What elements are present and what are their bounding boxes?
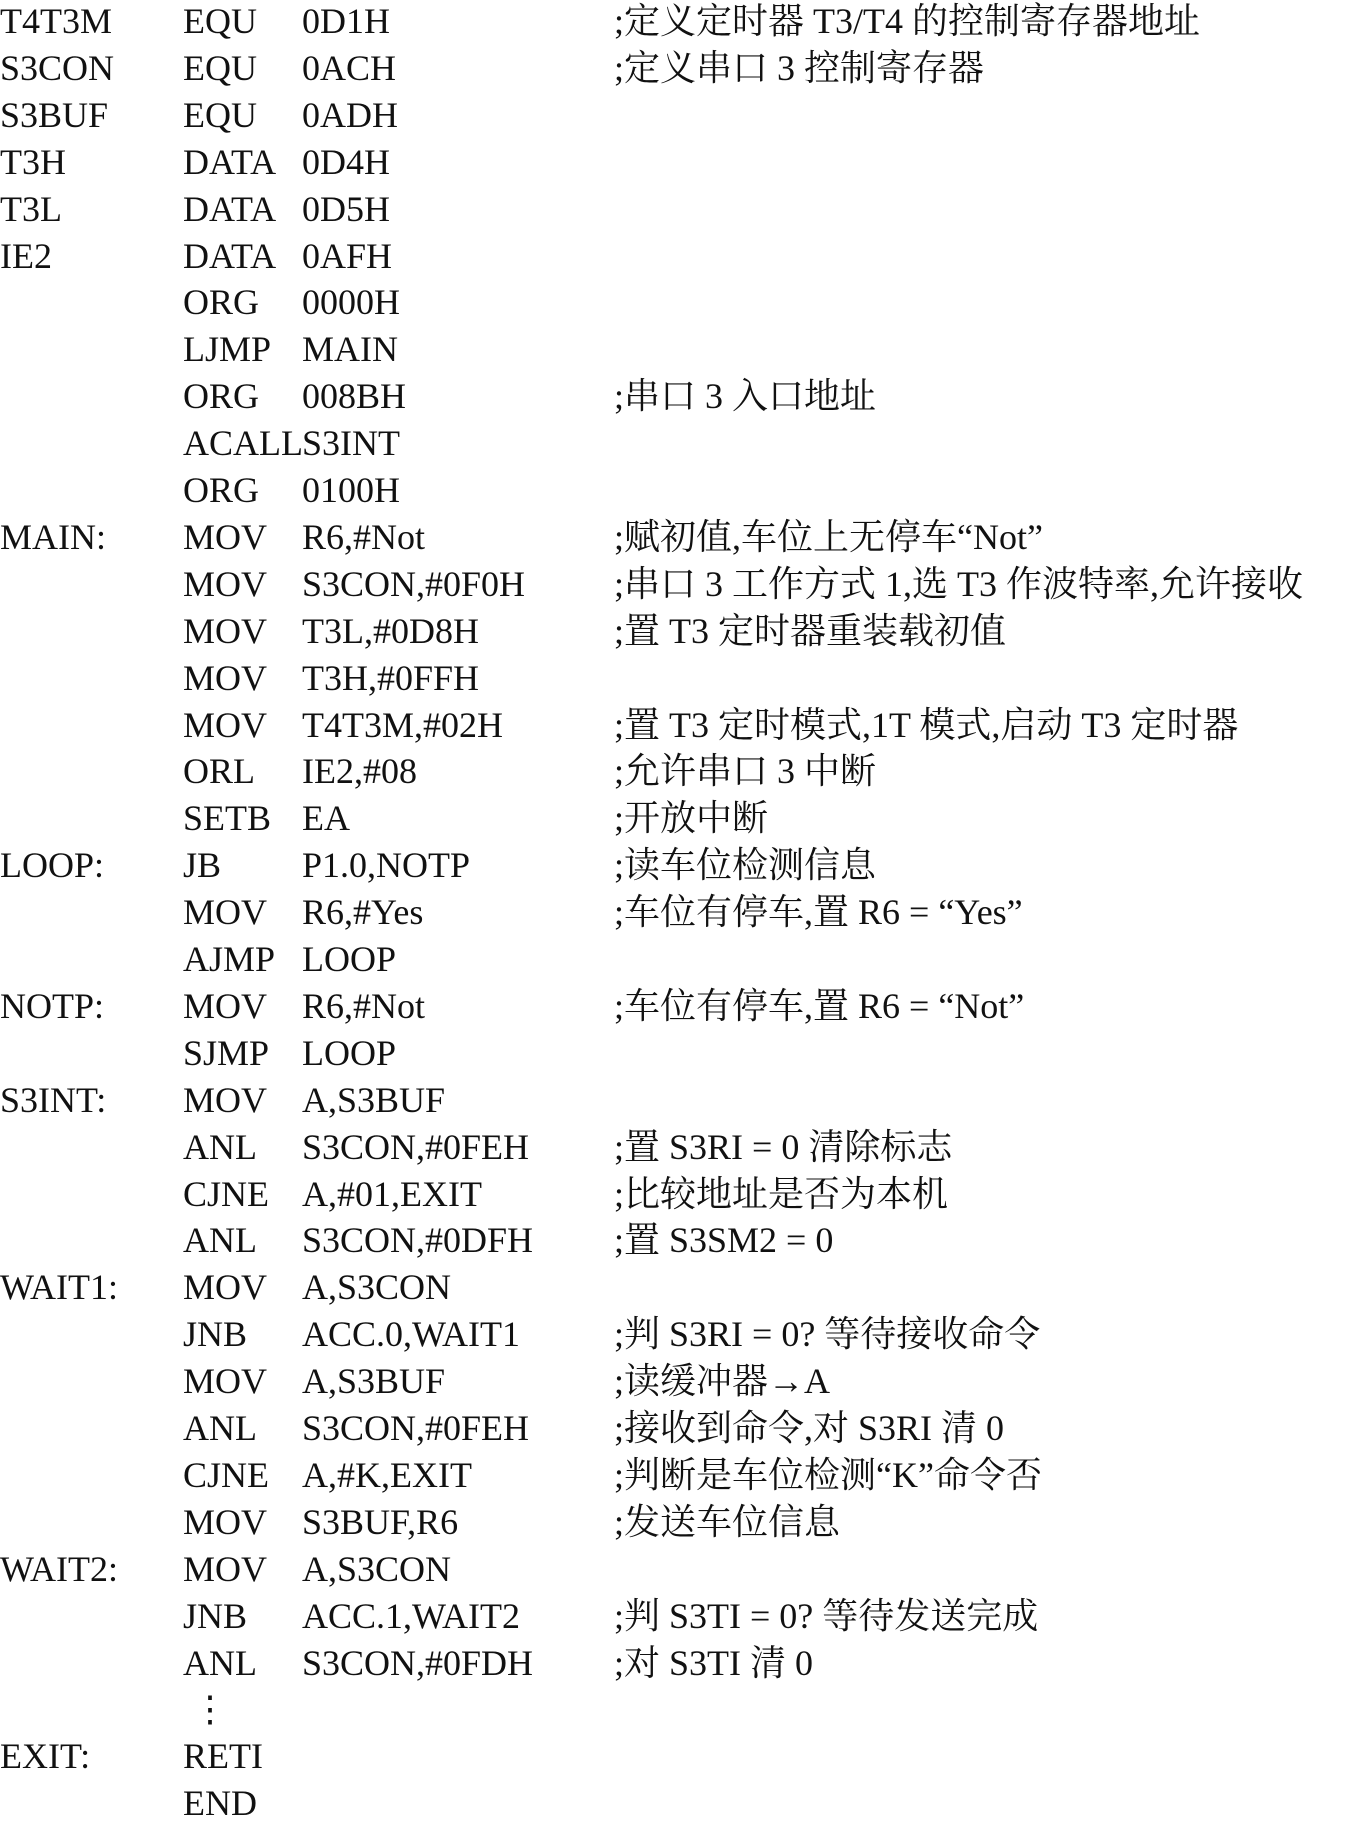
- code-line: [0, 1640, 1358, 1686]
- code-operand: MAIN: [302, 329, 398, 370]
- code-opcode: MOV: [183, 1079, 268, 1120]
- code-line: [0, 1264, 1358, 1310]
- code-opcode: MOV: [183, 1548, 268, 1589]
- code-opcode: ORL: [183, 751, 255, 792]
- code-opcode: DATA: [183, 235, 277, 276]
- code-operand: LOOP: [302, 1032, 397, 1073]
- code-line: [0, 936, 1358, 982]
- code-comment: ;发送车位信息: [614, 1501, 841, 1542]
- code-label: S3INT:: [0, 1079, 107, 1120]
- code-line: [0, 983, 1358, 1029]
- code-opcode: MOV: [183, 985, 268, 1026]
- code-operand: S3CON,#0DFH: [302, 1220, 534, 1261]
- code-label: T4T3M: [0, 1, 112, 41]
- code-operand: S3CON,#0FDH: [302, 1642, 534, 1683]
- code-comment: ;置 S3SM2 = 0: [614, 1220, 834, 1261]
- code-operand: A,S3BUF: [302, 1361, 446, 1402]
- code-operand: 0ACH: [302, 47, 397, 88]
- code-opcode: JB: [183, 845, 222, 886]
- code-comment: ;置 T3 定时器重装载初值: [614, 610, 1006, 651]
- code-line: [0, 795, 1358, 841]
- code-comment: ;允许串口 3 中断: [614, 751, 877, 792]
- code-opcode: END: [183, 1783, 257, 1824]
- code-comment: ;读缓冲器→A: [614, 1361, 831, 1402]
- code-opcode: MOV: [183, 563, 268, 604]
- code-comment: ;判 S3TI = 0? 等待发送完成: [614, 1595, 1039, 1636]
- code-comment: ;判 S3RI = 0? 等待接收命令: [614, 1314, 1041, 1355]
- code-opcode: MOV: [183, 704, 268, 745]
- code-line: [0, 233, 1358, 279]
- code-opcode: MOV: [183, 1267, 268, 1308]
- code-comment: ;开放中断: [614, 798, 769, 839]
- code-operand: 008BH: [302, 376, 407, 417]
- code-operand: 0AFH: [302, 235, 393, 276]
- code-comment: ;读车位检测信息: [614, 845, 877, 886]
- code-opcode: JNB: [183, 1595, 248, 1636]
- code-operand: T3L,#0D8H: [302, 610, 479, 651]
- code-opcode: ANL: [183, 1642, 257, 1683]
- code-operand: A,S3CON: [302, 1267, 452, 1308]
- code-line: [0, 1780, 1358, 1826]
- code-line: [0, 1358, 1358, 1404]
- code-opcode: MOV: [183, 610, 268, 651]
- code-line: [0, 92, 1358, 138]
- code-operand: A,S3CON: [302, 1548, 452, 1589]
- code-operand: 0100H: [302, 470, 400, 510]
- code-operand: IE2,#08: [302, 751, 417, 792]
- code-comment: ;串口 3 工作方式 1,选 T3 作波特率,允许接收: [614, 563, 1303, 604]
- code-comment: ;置 T3 定时模式,1T 模式,启动 T3 定时器: [614, 704, 1239, 745]
- code-line: [0, 561, 1358, 607]
- code-opcode: MOV: [183, 1501, 268, 1542]
- code-line: [0, 0, 1358, 44]
- code-line: [0, 45, 1358, 91]
- code-label: T3H: [0, 141, 66, 182]
- code-opcode: JNB: [183, 1314, 248, 1355]
- code-opcode: MOV: [183, 1361, 268, 1402]
- code-opcode: CJNE: [183, 1454, 270, 1495]
- code-line: [0, 514, 1358, 560]
- code-label: MAIN:: [0, 516, 106, 557]
- code-line: [0, 1452, 1358, 1498]
- code-line: [0, 655, 1358, 701]
- code-operand: EA: [302, 798, 350, 839]
- code-line: [0, 1546, 1358, 1592]
- code-line: [0, 1077, 1358, 1123]
- code-comment: ;串口 3 入口地址: [614, 376, 877, 417]
- code-comment: ;定义串口 3 控制寄存器: [614, 47, 985, 88]
- code-label: WAIT2:: [0, 1548, 118, 1589]
- code-line: [0, 186, 1358, 232]
- code-opcode: EQU: [183, 47, 257, 88]
- code-opcode: ANL: [183, 1126, 257, 1167]
- code-operand: S3INT: [302, 423, 400, 464]
- code-comment: ;定义定时器 T3/T4 的控制寄存器地址: [614, 1, 1200, 41]
- code-line: [0, 1124, 1358, 1170]
- code-operand: R6,#Not: [302, 516, 426, 557]
- code-opcode: EQU: [183, 94, 257, 135]
- code-label: EXIT:: [0, 1736, 91, 1777]
- code-operand: R6,#Yes: [302, 892, 424, 933]
- code-operand: ACC.0,WAIT1: [302, 1314, 520, 1355]
- code-line: [0, 1311, 1358, 1357]
- code-label: S3BUF: [0, 94, 109, 135]
- code-operand: S3CON,#0FEH: [302, 1126, 530, 1167]
- code-line: [0, 1030, 1358, 1076]
- code-opcode: MOV: [183, 516, 268, 557]
- code-label: T3L: [0, 188, 62, 229]
- code-opcode: ANL: [183, 1408, 257, 1448]
- code-opcode: ORG: [183, 376, 260, 417]
- code-operand: S3BUF,R6: [302, 1501, 459, 1542]
- code-opcode: MOV: [183, 657, 268, 698]
- code-line: [0, 702, 1358, 748]
- code-opcode: ACALL: [183, 423, 303, 464]
- code-opcode: DATA: [183, 188, 277, 229]
- code-opcode: SJMP: [183, 1032, 270, 1073]
- code-comment: ;车位有停车,置 R6 = “Yes”: [614, 892, 1023, 933]
- code-operand: 0D5H: [302, 188, 390, 229]
- code-operand: T4T3M,#02H: [302, 704, 503, 745]
- code-operand: A,#01,EXIT: [302, 1173, 482, 1214]
- code-opcode: ORG: [183, 282, 260, 323]
- code-operand: A,S3BUF: [302, 1079, 446, 1120]
- code-line: [0, 842, 1358, 888]
- code-line: [0, 139, 1358, 185]
- code-line: [0, 748, 1358, 794]
- code-line: [0, 1686, 1358, 1732]
- code-opcode: DATA: [183, 141, 277, 182]
- code-operand: 0D1H: [302, 1, 390, 41]
- code-opcode: ORG: [183, 470, 260, 510]
- code-line: [0, 608, 1358, 654]
- code-comment: ;赋初值,车位上无停车“Not”: [614, 516, 1043, 557]
- code-comment: ;置 S3RI = 0 清除标志: [614, 1126, 953, 1167]
- code-label: WAIT1:: [0, 1267, 118, 1308]
- code-comment: ;对 S3TI 清 0: [614, 1642, 814, 1683]
- code-operand: LOOP: [302, 939, 397, 979]
- code-operand: ACC.1,WAIT2: [302, 1595, 520, 1636]
- code-opcode: SETB: [183, 798, 272, 839]
- code-operand: P1.0,NOTP: [302, 845, 471, 886]
- code-opcode: LJMP: [183, 329, 272, 370]
- code-opcode: EQU: [183, 1, 257, 41]
- code-line: [0, 467, 1358, 513]
- code-label: LOOP:: [0, 845, 105, 886]
- code-line: [0, 279, 1358, 325]
- code-label: S3CON: [0, 47, 115, 88]
- code-operand: S3CON,#0FEH: [302, 1408, 530, 1448]
- code-opcode: ⋮: [183, 1689, 228, 1730]
- code-operand: R6,#Not: [302, 985, 426, 1026]
- code-line: [0, 373, 1358, 419]
- code-line: [0, 420, 1358, 466]
- code-label: NOTP:: [0, 985, 105, 1026]
- code-operand: T3H,#0FFH: [302, 657, 480, 698]
- code-opcode: ANL: [183, 1220, 257, 1261]
- code-opcode: AJMP: [183, 939, 276, 979]
- code-line: [0, 1593, 1358, 1639]
- code-line: [0, 889, 1358, 935]
- code-opcode: MOV: [183, 892, 268, 933]
- code-line: [0, 1499, 1358, 1545]
- code-line: [0, 1217, 1358, 1263]
- code-operand: S3CON,#0F0H: [302, 563, 526, 604]
- code-line: [0, 1171, 1358, 1217]
- code-line: [0, 1733, 1358, 1779]
- code-comment: ;车位有停车,置 R6 = “Not”: [614, 985, 1025, 1026]
- code-comment: ;判断是车位检测“K”命令否: [614, 1454, 1042, 1495]
- code-label: IE2: [0, 235, 52, 276]
- code-line: [0, 1405, 1358, 1451]
- code-operand: 0ADH: [302, 94, 398, 135]
- code-operand: 0000H: [302, 282, 400, 323]
- code-comment: ;比较地址是否为本机: [614, 1173, 949, 1214]
- code-comment: ;接收到命令,对 S3RI 清 0: [614, 1408, 1005, 1448]
- code-operand: 0D4H: [302, 141, 390, 182]
- code-opcode: CJNE: [183, 1173, 270, 1214]
- code-operand: A,#K,EXIT: [302, 1454, 472, 1495]
- code-line: [0, 326, 1358, 372]
- code-opcode: RETI: [183, 1736, 263, 1777]
